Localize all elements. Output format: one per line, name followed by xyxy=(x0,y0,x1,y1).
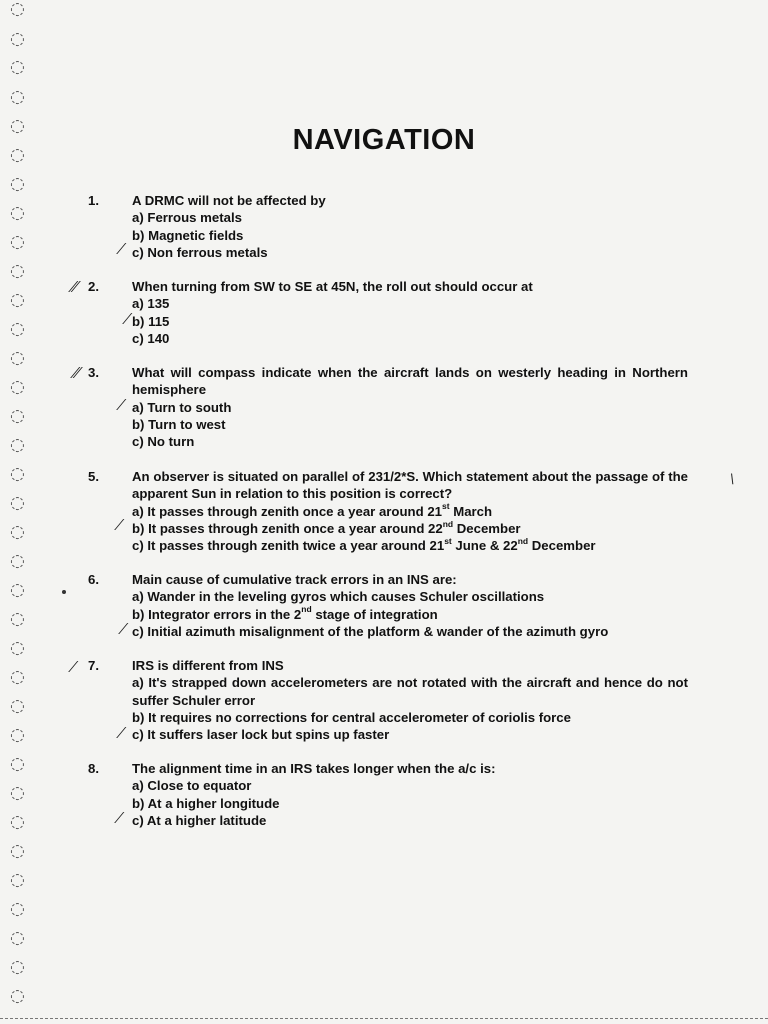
option: b) Magnetic fields xyxy=(132,227,244,243)
handwritten-tick-icon: ⁄ xyxy=(122,620,125,638)
option: a) Ferrous metals xyxy=(132,210,242,226)
binding-hole-icon: ◌ xyxy=(10,638,25,658)
binding-hole-icon: ◌ xyxy=(10,957,25,977)
question-stem: The alignment time in an IRS takes longer when the a/c is: xyxy=(132,761,496,776)
option: b) It passes through zenith once a year around 22nd December xyxy=(132,518,521,536)
question-stem: An observer is situated on parallel of 231/2*S. Which statement about the passage of the apparent Sun in relation to this position is correct? xyxy=(132,469,688,502)
option: b) Turn to west xyxy=(132,416,226,432)
binding-hole-icon: ◌ xyxy=(10,464,25,484)
page-bottom-edge xyxy=(0,1018,768,1019)
handwritten-tick-icon: ⁄⁄ xyxy=(72,278,78,296)
binding-hole-icon: ◌ xyxy=(10,232,25,252)
binding-hole-icon: ◌ xyxy=(10,899,25,919)
option: c) Non ferrous metals xyxy=(132,244,268,260)
binding-hole-icon: ◌ xyxy=(10,145,25,165)
binding-hole-icon: ◌ xyxy=(10,57,25,77)
question-number: 6. xyxy=(88,572,99,587)
page-title: NAVIGATION xyxy=(292,124,476,156)
option: b) 115 xyxy=(132,313,170,329)
question-stem: When turning from SW to SE at 45N, the roll out should occur at xyxy=(132,279,533,294)
question-stem: IRS is different from INS xyxy=(132,658,284,673)
binding-hole-icon: ◌ xyxy=(10,406,25,426)
binding-hole-icon: ◌ xyxy=(10,87,25,107)
handwritten-tick-icon: ⁄⁄ xyxy=(74,364,80,382)
option: a) Turn to south xyxy=(132,399,232,415)
ink-dot xyxy=(62,590,66,594)
question-8 xyxy=(88,760,688,829)
option: a) Close to equator xyxy=(132,778,252,794)
binding-hole-icon: ◌ xyxy=(10,29,25,49)
binding-hole-icon: ◌ xyxy=(10,812,25,832)
binding-hole-icon: ◌ xyxy=(10,377,25,397)
option: c) It suffers laser lock but spins up faster xyxy=(132,727,390,743)
binding-hole-icon: ◌ xyxy=(10,725,25,745)
option: c) Initial azimuth misalignment of the platform & wander of the azimuth gyro xyxy=(132,623,609,639)
binding-hole-icon: ◌ xyxy=(10,580,25,600)
binding-hole-icon: ◌ xyxy=(10,203,25,223)
binding-hole-icon: ◌ xyxy=(10,783,25,803)
binding-hole-icon: ◌ xyxy=(10,174,25,194)
binding-hole-icon: ◌ xyxy=(10,928,25,948)
binding-hole-icon: ◌ xyxy=(10,986,25,1006)
option: a) It passes through zenith once a year around 21st March xyxy=(132,501,493,519)
question-7 xyxy=(88,657,688,743)
binding-hole-icon: ◌ xyxy=(10,493,25,513)
option: c) At a higher latitude xyxy=(132,812,267,828)
handwritten-tick-icon: ⁄ xyxy=(120,396,123,414)
question-stem: What will compass indicate when the aircraft lands on westerly heading in Northern hemisphere xyxy=(132,365,688,398)
binding-hole-icon: ◌ xyxy=(10,522,25,542)
binding-hole-icon: ◌ xyxy=(10,841,25,861)
question-1 xyxy=(88,192,688,261)
handwritten-tick-icon: ⁄ xyxy=(120,240,123,258)
binding-hole-icon: ◌ xyxy=(10,870,25,890)
question-6 xyxy=(88,571,688,640)
question-stem: Main cause of cumulative track errors in an INS are: xyxy=(132,572,457,587)
binding-hole-icon: ◌ xyxy=(10,551,25,571)
option: b) Integrator errors in the 2nd stage of integration xyxy=(132,604,438,622)
binding-hole-icon: ◌ xyxy=(10,435,25,455)
binding-hole-icon: ◌ xyxy=(10,696,25,716)
handwritten-tick-icon: ⁄ xyxy=(126,310,129,328)
option: a) It's strapped down accelerometers are not rotated with the aircraft and hence do not suffer Schuler error xyxy=(132,675,688,708)
handwritten-tick-icon: ⁄ xyxy=(120,724,123,742)
binding-hole-icon: ◌ xyxy=(10,348,25,368)
option: c) 140 xyxy=(132,330,170,346)
question-number: 2. xyxy=(88,279,99,294)
binding-hole-icon: ◌ xyxy=(10,319,25,339)
binding-hole-icon: ◌ xyxy=(10,116,25,136)
handwritten-tick-icon: ⁄ xyxy=(118,516,121,534)
question-number: 5. xyxy=(88,469,99,484)
option: c) It passes through zenith twice a year around 21st June & 22nd December xyxy=(132,535,596,554)
question-3 xyxy=(88,364,688,450)
binding-hole-icon: ◌ xyxy=(10,754,25,774)
option: a) 135 xyxy=(132,296,170,312)
binding-hole-icon: ◌ xyxy=(10,609,25,629)
option: b) At a higher longitude xyxy=(132,795,280,811)
question-number: 7. xyxy=(88,658,99,673)
margin-mark: \ xyxy=(730,472,735,487)
binding-hole-icon: ◌ xyxy=(10,290,25,310)
binding-hole-icon: ◌ xyxy=(10,667,25,687)
question-number: 1. xyxy=(88,193,99,208)
handwritten-tick-icon: ⁄ xyxy=(118,809,121,827)
option: c) No turn xyxy=(132,434,195,450)
binding-hole-icon: ◌ xyxy=(10,0,25,19)
question-5 xyxy=(88,468,688,554)
handwritten-tick-icon: ⁄ xyxy=(72,658,75,676)
question-number: 3. xyxy=(88,365,99,380)
option: b) It requires no corrections for central accelerometer of coriolis force xyxy=(132,709,571,725)
question-2 xyxy=(88,278,688,347)
option: a) Wander in the leveling gyros which causes Schuler oscillations xyxy=(132,589,545,605)
question-number: 8. xyxy=(88,761,99,776)
binding-hole-icon: ◌ xyxy=(10,261,25,281)
question-stem: A DRMC will not be affected by xyxy=(132,193,326,208)
